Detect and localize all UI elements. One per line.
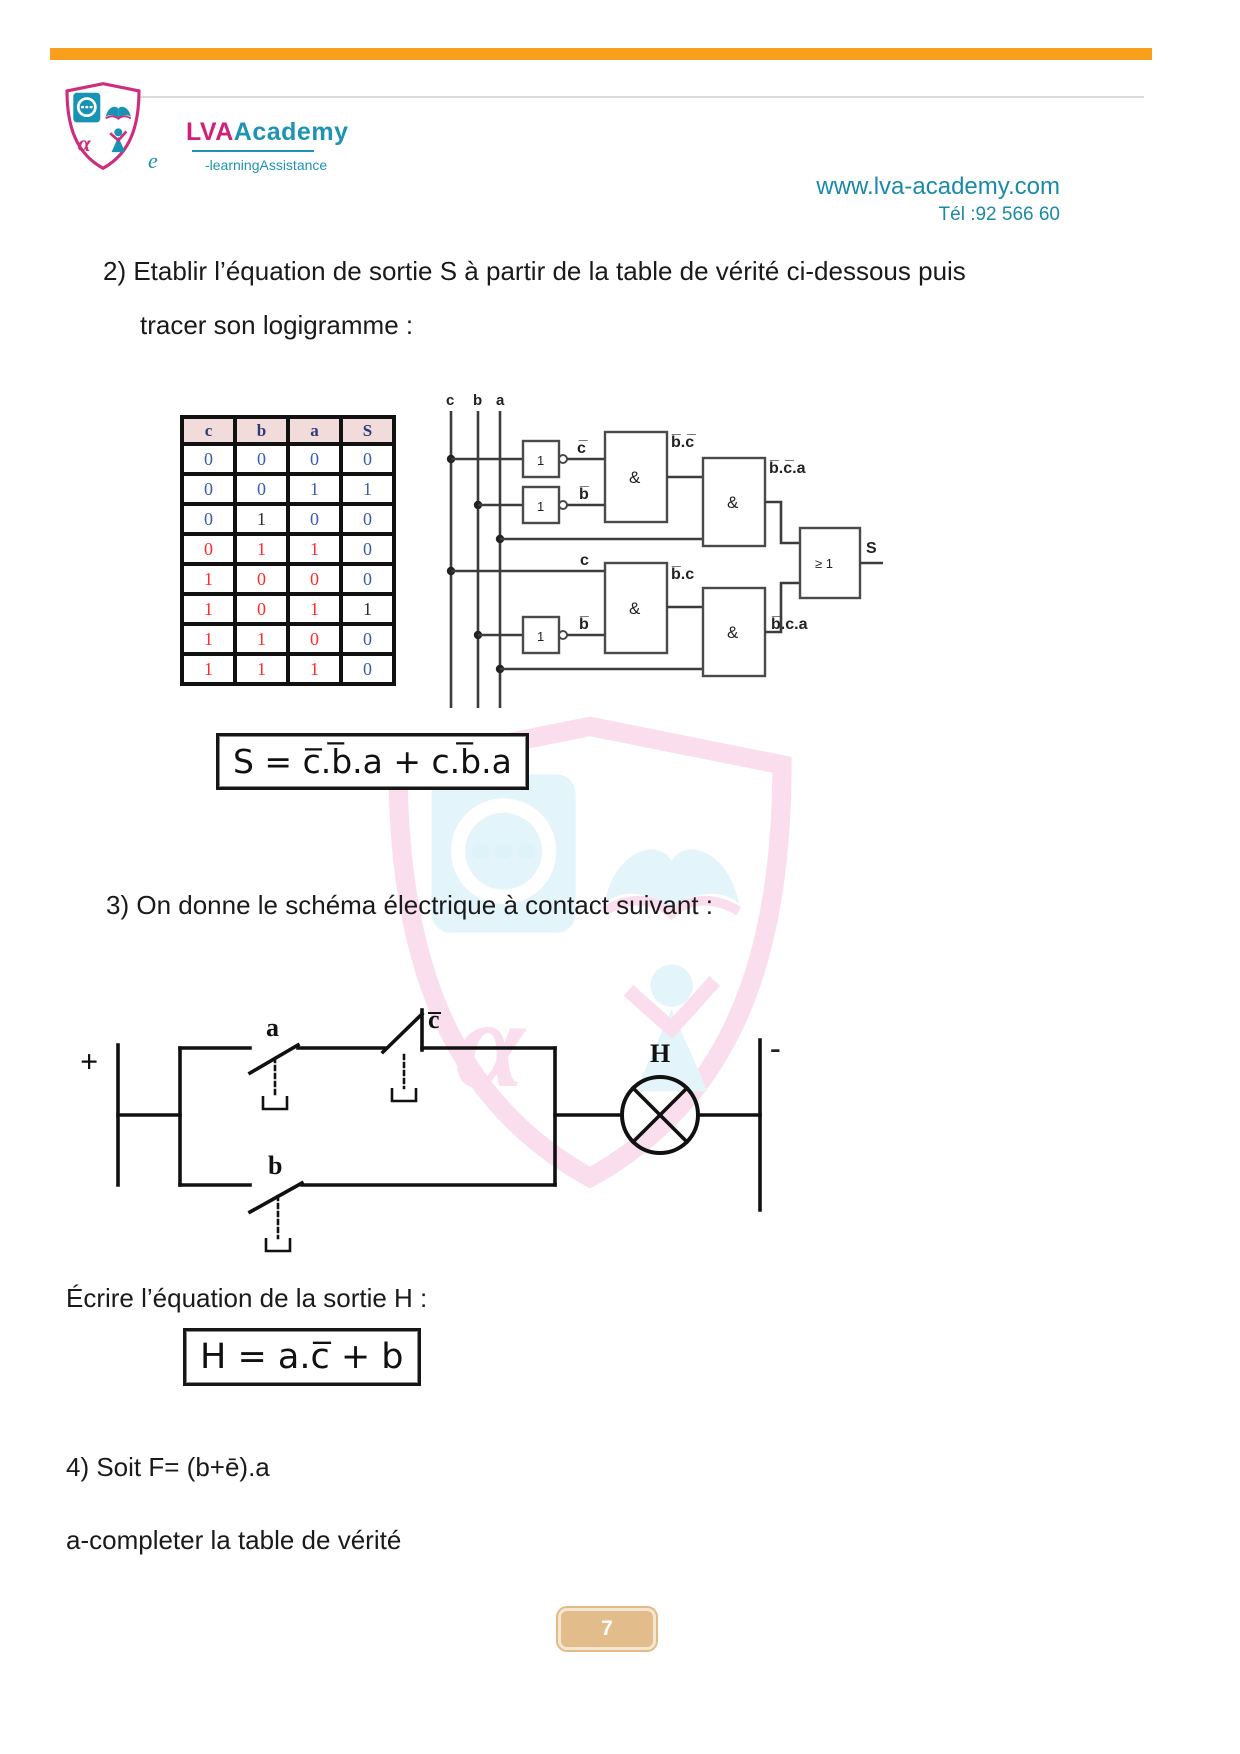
- table-cell: 1: [182, 624, 235, 654]
- table-cell: 1: [288, 654, 341, 684]
- question-2-line1: 2) Etablir l’équation de sortie S à partir de la table de vérité ci-dessous puis: [103, 256, 966, 286]
- table-cell: 0: [182, 444, 235, 474]
- table-row: [182, 504, 394, 534]
- brand-title: [186, 118, 348, 147]
- signal-s-output: S: [866, 540, 877, 557]
- svg-text:1: 1: [537, 629, 545, 644]
- contact-a: [250, 1013, 298, 1109]
- alpha-glyph: α: [77, 131, 91, 158]
- brand-subtitle: -learningAssistance: [205, 157, 328, 173]
- minus-terminal: -: [770, 1029, 781, 1065]
- lva-logo: [58, 80, 148, 172]
- plus-terminal: +: [80, 1043, 99, 1079]
- question-4: 4) Soit F= (b+ē).a: [66, 1452, 270, 1482]
- and-gate-4: [703, 588, 765, 676]
- table-cell: 0: [288, 564, 341, 594]
- h-equation-prompt: Écrire l’équation de la sortie H :: [66, 1283, 428, 1313]
- brand-e: e: [148, 148, 158, 173]
- table-cell: 0: [288, 624, 341, 654]
- table-row: [182, 474, 394, 504]
- question-4a: a-completer la table de vérité: [66, 1525, 402, 1555]
- table-cell: 1: [341, 474, 394, 504]
- table-cell: 0: [288, 444, 341, 474]
- table-header-row: [182, 417, 394, 444]
- input-label-b: b: [473, 392, 483, 409]
- table-cell: 1: [288, 534, 341, 564]
- table-cell: 1: [182, 594, 235, 624]
- page-number-badge: [558, 1608, 656, 1650]
- not-gate-b2: [523, 617, 567, 653]
- truth-table-body: [182, 444, 394, 684]
- table-cell: 0: [341, 654, 394, 684]
- table-row: [182, 594, 394, 624]
- svg-text:&: &: [727, 493, 739, 512]
- table-cell: 1: [341, 594, 394, 624]
- col-header-s: S: [341, 417, 394, 444]
- header-divider: [136, 96, 1144, 98]
- svg-text:&: &: [629, 599, 641, 618]
- page-border-frame: [50, 48, 1152, 60]
- svg-text:1: 1: [537, 499, 545, 514]
- col-header-b: b: [235, 417, 288, 444]
- brand-underline: [192, 150, 314, 152]
- svg-text:1: 1: [537, 453, 545, 468]
- brand-lva: LVA: [186, 118, 234, 146]
- table-cell: 0: [288, 504, 341, 534]
- website-link: www.lva-academy.com: [816, 173, 1060, 200]
- signal-c: c: [580, 552, 589, 569]
- and-gate-3: [605, 563, 667, 653]
- and-gate-1: [605, 432, 667, 522]
- signal-bc: b̅.c: [671, 566, 695, 583]
- table-cell: 1: [182, 564, 235, 594]
- equation-h: H = a.c̅ + b: [183, 1328, 421, 1386]
- not-gate-c: [523, 441, 567, 477]
- table-cell: 0: [341, 504, 394, 534]
- signal-bca-bar: b̅.c̅.a: [769, 460, 806, 477]
- svg-text:&: &: [629, 468, 641, 487]
- table-row: [182, 534, 394, 564]
- table-cell: 1: [235, 504, 288, 534]
- svg-text:c̅: c̅: [428, 1005, 440, 1034]
- brand-academy: Academy: [233, 118, 349, 146]
- contact-schematic: [70, 1000, 790, 1290]
- svg-text:b: b: [268, 1151, 283, 1180]
- table-cell: 1: [288, 474, 341, 504]
- not-gate-b: [523, 487, 567, 523]
- table-cell: 0: [235, 474, 288, 504]
- table-cell: 0: [235, 594, 288, 624]
- table-cell: 0: [182, 474, 235, 504]
- table-cell: 0: [182, 504, 235, 534]
- signal-c-bar: c̅: [577, 440, 586, 457]
- truth-table: [180, 415, 396, 686]
- watermark-alpha-glyph: α: [455, 975, 525, 1114]
- table-cell: 1: [235, 654, 288, 684]
- table-row: [182, 444, 394, 474]
- table-cell: 0: [182, 534, 235, 564]
- table-cell: 0: [341, 564, 394, 594]
- table-cell: 1: [182, 654, 235, 684]
- table-cell: 0: [341, 534, 394, 564]
- input-label-c: c: [446, 392, 455, 409]
- table-row: [182, 624, 394, 654]
- equation-s: S = c̅.b̅.a + c.b̅.a: [216, 733, 529, 790]
- question-3: 3) On donne le schéma électrique à contact suivant :: [106, 890, 714, 920]
- signal-b-bar-2: b̅: [579, 616, 589, 633]
- svg-text:H: H: [650, 1039, 671, 1068]
- or-gate: [800, 528, 860, 598]
- table-row: [182, 564, 394, 594]
- table-row: [182, 654, 394, 684]
- signal-bc-bar: b̅.c̅: [671, 434, 695, 451]
- col-header-a: a: [288, 417, 341, 444]
- col-header-c: c: [182, 417, 235, 444]
- question-2-line2: tracer son logigramme :: [140, 310, 414, 340]
- phone-number: Tél :92 566 60: [938, 204, 1060, 225]
- table-cell: 0: [341, 444, 394, 474]
- svg-text:≥ 1: ≥ 1: [815, 556, 833, 571]
- logic-diagram: [415, 373, 885, 713]
- and-gate-2: [703, 458, 765, 546]
- table-cell: 1: [235, 534, 288, 564]
- contact-b: [250, 1151, 302, 1251]
- lamp-h: [622, 1039, 698, 1153]
- signal-bca: b̅.c.a: [771, 616, 808, 633]
- signal-b-bar: b̅: [579, 486, 589, 503]
- table-cell: 1: [288, 594, 341, 624]
- table-cell: 0: [341, 624, 394, 654]
- page-number: 7: [601, 1617, 613, 1640]
- contact-c-bar: [383, 1005, 441, 1101]
- svg-text:&: &: [727, 623, 739, 642]
- svg-text:a: a: [266, 1013, 279, 1042]
- table-cell: 1: [235, 624, 288, 654]
- table-cell: 0: [235, 564, 288, 594]
- table-cell: 0: [235, 444, 288, 474]
- input-label-a: a: [496, 392, 505, 409]
